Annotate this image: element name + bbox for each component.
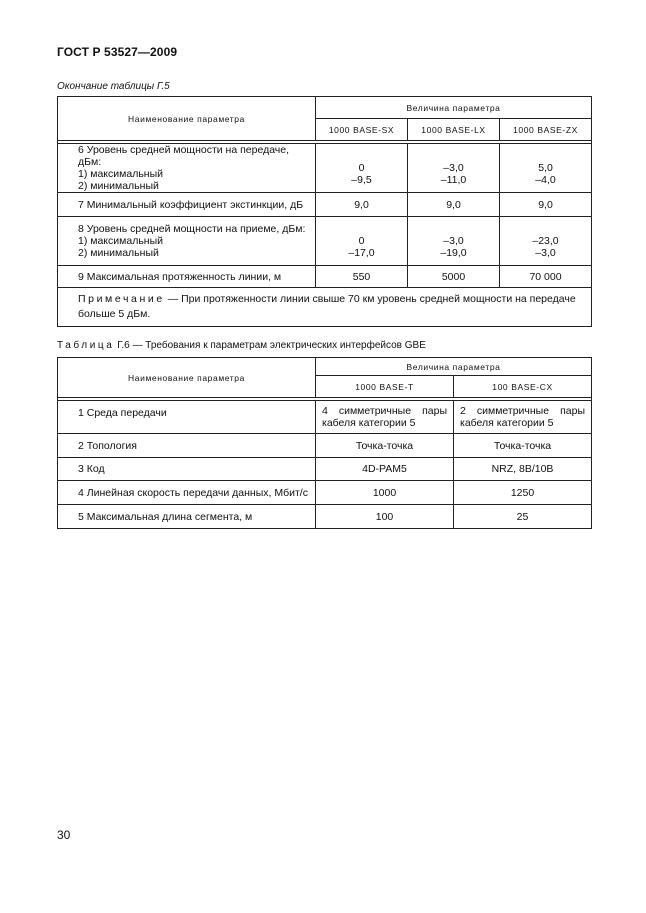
- table-g6: [57, 357, 592, 529]
- row-name: 2 Топология: [58, 434, 316, 458]
- row-name: 8 Уровень средней мощности на приеме, дБм: 1) максимальный 2) минимальный: [58, 217, 316, 266]
- table-g6-col-header: 100 BASE-CX: [454, 376, 592, 398]
- row-value: 550: [316, 266, 408, 288]
- row-name: 3 Код: [58, 458, 316, 481]
- row-value: 0 –9,5: [316, 144, 408, 193]
- page-number: 30: [57, 828, 71, 842]
- table-note-row: [58, 288, 592, 327]
- caption-text: Г.6 — Требования к параметрам электрических интерфейсов GBE: [114, 340, 426, 351]
- row-value: NRZ, 8B/10B: [454, 458, 592, 481]
- table-g6-value-header: Величина параметра: [316, 358, 592, 376]
- row-value: –3,0 –11,0: [408, 144, 500, 193]
- row-value: Точка-точка: [316, 434, 454, 458]
- row-name: 9 Максимальная протяженность линии, м: [58, 266, 316, 288]
- standard-code: ГОСТ Р 53527—2009: [57, 45, 178, 59]
- table-g5-col-header: 1000 BASE-LX: [408, 119, 500, 141]
- row-value: –23,0 –3,0: [500, 217, 592, 266]
- table-g5-note: [58, 288, 592, 327]
- table-row: [58, 481, 592, 505]
- row-value: 9,0: [316, 193, 408, 217]
- table-g6-caption: [57, 340, 426, 351]
- table-g6-param-header: Наименование параметра: [58, 358, 316, 398]
- table-row: [58, 401, 592, 434]
- row-value: 100: [316, 505, 454, 529]
- row-value: 9,0: [408, 193, 500, 217]
- row-value: 5000: [408, 266, 500, 288]
- table-row: [58, 505, 592, 529]
- row-name: 6 Уровень средней мощности на передаче, дБм: 1) максимальный 2) минимальный: [58, 144, 316, 193]
- row-value: 2 симметричные пары кабеля категории 5: [454, 401, 592, 434]
- note-text: — При протяженности линии свыше 70 км уровень средней мощности на передаче больше 5 дБм.: [78, 293, 576, 320]
- row-value: 25: [454, 505, 592, 529]
- table-row: [58, 193, 592, 217]
- row-value: 70 000: [500, 266, 592, 288]
- table-row: [58, 458, 592, 481]
- note-label: Примечание: [78, 293, 165, 305]
- table-g6-col-header: 1000 BASE-T: [316, 376, 454, 398]
- table-g5-caption: Окончание таблицы Г.5: [57, 81, 170, 92]
- row-value: 1250: [454, 481, 592, 505]
- row-name: 5 Максимальная длина сегмента, м: [58, 505, 316, 529]
- row-name: 1 Среда передачи: [58, 401, 316, 434]
- row-value: Точка-точка: [454, 434, 592, 458]
- table-row: [58, 144, 592, 193]
- table-row: [58, 266, 592, 288]
- table-row: [58, 434, 592, 458]
- row-value: 4D-PAM5: [316, 458, 454, 481]
- table-g5-col-header: 1000 BASE-ZX: [500, 119, 592, 141]
- row-value: 9,0: [500, 193, 592, 217]
- row-name: 7 Минимальный коэффициент экстинкции, дБ: [58, 193, 316, 217]
- table-g5-value-header: Величина параметра: [316, 97, 592, 119]
- row-value: 0 –17,0: [316, 217, 408, 266]
- row-value: 5,0 –4,0: [500, 144, 592, 193]
- table-g5-col-header: 1000 BASE-SX: [316, 119, 408, 141]
- table-g5-param-header: Наименование параметра: [58, 97, 316, 141]
- table-g5: [57, 96, 592, 327]
- row-value: 1000: [316, 481, 454, 505]
- row-name: 4 Линейная скорость передачи данных, Мбит/с: [58, 481, 316, 505]
- table-row: [58, 217, 592, 266]
- caption-label: Таблица: [57, 340, 115, 351]
- row-value: 4 симметричные пары кабеля категории 5: [316, 401, 454, 434]
- row-value: –3,0 –19,0: [408, 217, 500, 266]
